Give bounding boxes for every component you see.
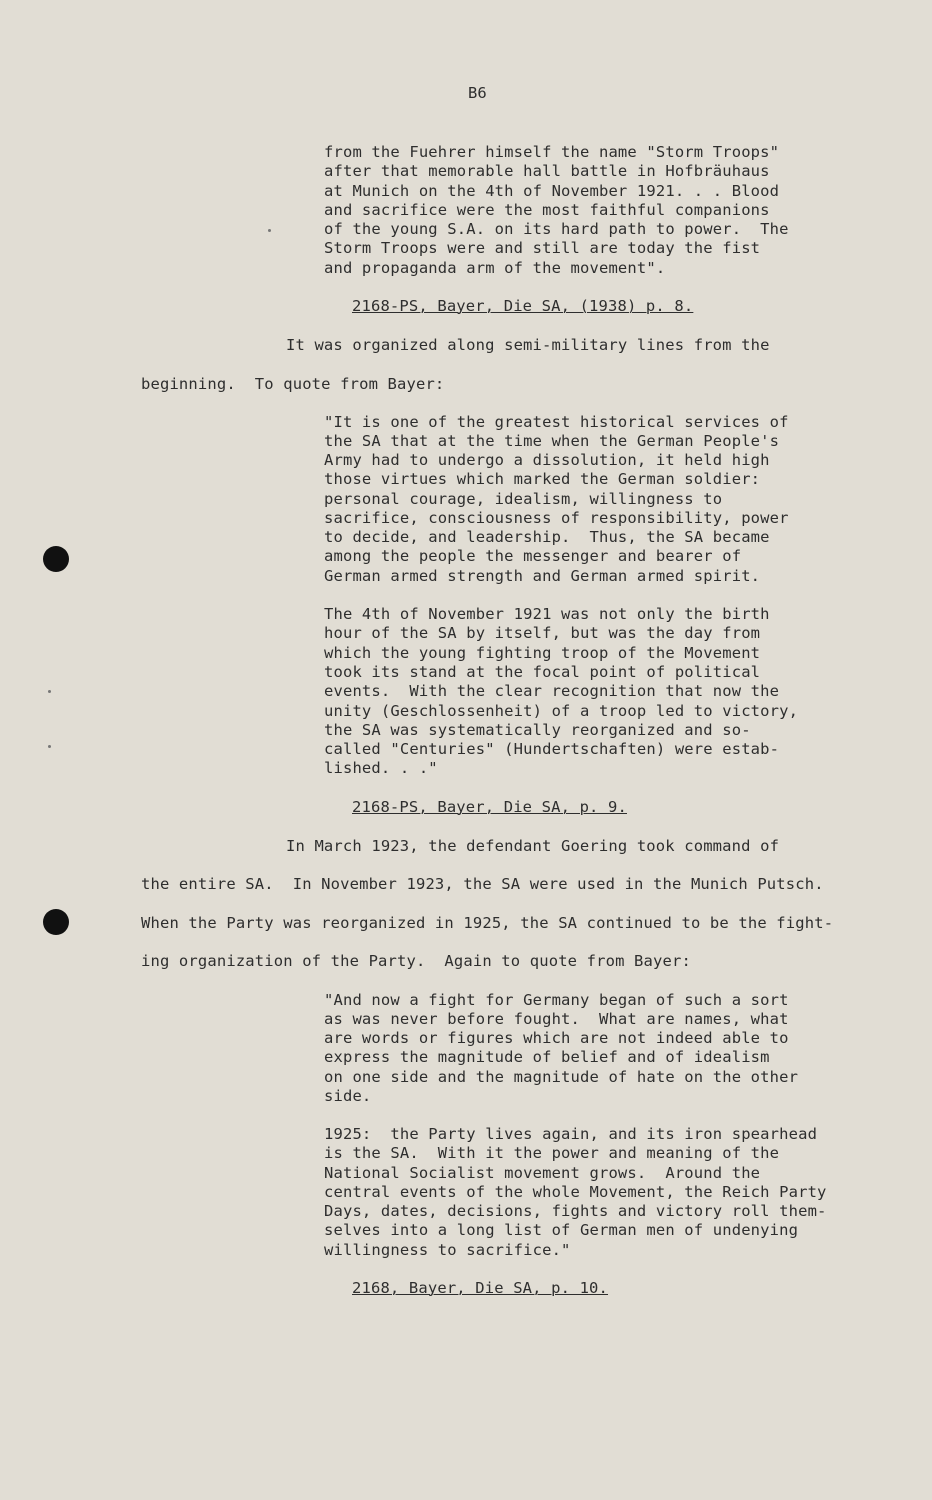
paper-speck: [48, 690, 51, 693]
quote-line: express the magnitude of belief and of idealism: [324, 1048, 770, 1066]
body-paragraph-line: the entire SA. In November 1923, the SA were used in the Munich Putsch.: [141, 875, 824, 893]
quote-line: the SA that at the time when the German People's: [324, 432, 780, 450]
quote-line: unity (Geschlossenheit) of a troop led to victory,: [324, 702, 799, 720]
quote-line: Storm Troops were and still are today the fist: [324, 239, 761, 257]
quote-line: among the people the messenger and bearer of: [324, 547, 742, 565]
quote-line: 1925: the Party lives again, and its iron spearhead: [324, 1125, 818, 1143]
quote-line: personal courage, idealism, willingness to: [324, 490, 723, 508]
quote-line: to decide, and leadership. Thus, the SA became: [324, 528, 770, 546]
paper-speck: [268, 229, 271, 232]
quote-line: sacrifice, consciousness of responsibility, power: [324, 509, 789, 527]
quote-line: National Socialist movement grows. Around the: [324, 1164, 761, 1182]
quote-line: the SA was systematically reorganized and so-: [324, 721, 751, 739]
body-paragraph-line: When the Party was reorganized in 1925, the SA continued to be the fight-: [141, 914, 834, 932]
quote-line: is the SA. With it the power and meaning of the: [324, 1144, 780, 1162]
body-paragraph-line: It was organized along semi-military lines from the: [286, 336, 770, 354]
quote-line: and propaganda arm of the movement".: [324, 259, 666, 277]
quote-line: on one side and the magnitude of hate on the other: [324, 1068, 799, 1086]
citation-1: 2168-PS, Bayer, Die SA, (1938) p. 8.: [352, 297, 694, 315]
quote-line: willingness to sacrifice.": [324, 1241, 571, 1259]
quote-line: from the Fuehrer himself the name "Storm Troops": [324, 143, 780, 161]
quote-line: called "Centuries" (Hundertschaften) were estab-: [324, 740, 780, 758]
quote-line: "It is one of the greatest historical services of: [324, 413, 789, 431]
quote-line: of the young S.A. on its hard path to power. The: [324, 220, 789, 238]
quote-line: Days, dates, decisions, fights and victory roll them-: [324, 1202, 827, 1220]
quote-line: Army had to undergo a dissolution, it held high: [324, 451, 770, 469]
quote-line: selves into a long list of German men of undenying: [324, 1221, 799, 1239]
body-paragraph-line: ing organization of the Party. Again to quote from Bayer:: [141, 952, 691, 970]
quote-line: and sacrifice were the most faithful companions: [324, 201, 770, 219]
body-paragraph-line: In March 1923, the defendant Goering took command of: [286, 837, 780, 855]
quote-line: central events of the whole Movement, the Reich Party: [324, 1183, 827, 1201]
page-number: B6: [468, 84, 487, 102]
body-paragraph-line: beginning. To quote from Bayer:: [141, 375, 445, 393]
quote-line: The 4th of November 1921 was not only the birth: [324, 605, 770, 623]
quote-line: which the young fighting troop of the Movement: [324, 644, 761, 662]
quote-line: events. With the clear recognition that now the: [324, 682, 780, 700]
quote-line: hour of the SA by itself, but was the day from: [324, 624, 761, 642]
quote-line: side.: [324, 1087, 372, 1105]
punch-hole-top: [43, 546, 69, 572]
quote-line: "And now a fight for Germany began of such a sort: [324, 991, 789, 1009]
quote-line: at Munich on the 4th of November 1921. . . Blood: [324, 182, 780, 200]
quote-line: took its stand at the focal point of political: [324, 663, 761, 681]
quote-line: are words or figures which are not indeed able to: [324, 1029, 789, 1047]
quote-line: German armed strength and German armed spirit.: [324, 567, 761, 585]
quote-line: lished. . .": [324, 759, 438, 777]
quote-line: as was never before fought. What are names, what: [324, 1010, 789, 1028]
punch-hole-bottom: [43, 909, 69, 935]
citation-2: 2168-PS, Bayer, Die SA, p. 9.: [352, 798, 627, 816]
citation-3: 2168, Bayer, Die SA, p. 10.: [352, 1279, 609, 1297]
paper-speck: [48, 745, 51, 748]
quote-line: after that memorable hall battle in Hofbräuhaus: [324, 162, 770, 180]
quote-line: those virtues which marked the German soldier:: [324, 470, 761, 488]
